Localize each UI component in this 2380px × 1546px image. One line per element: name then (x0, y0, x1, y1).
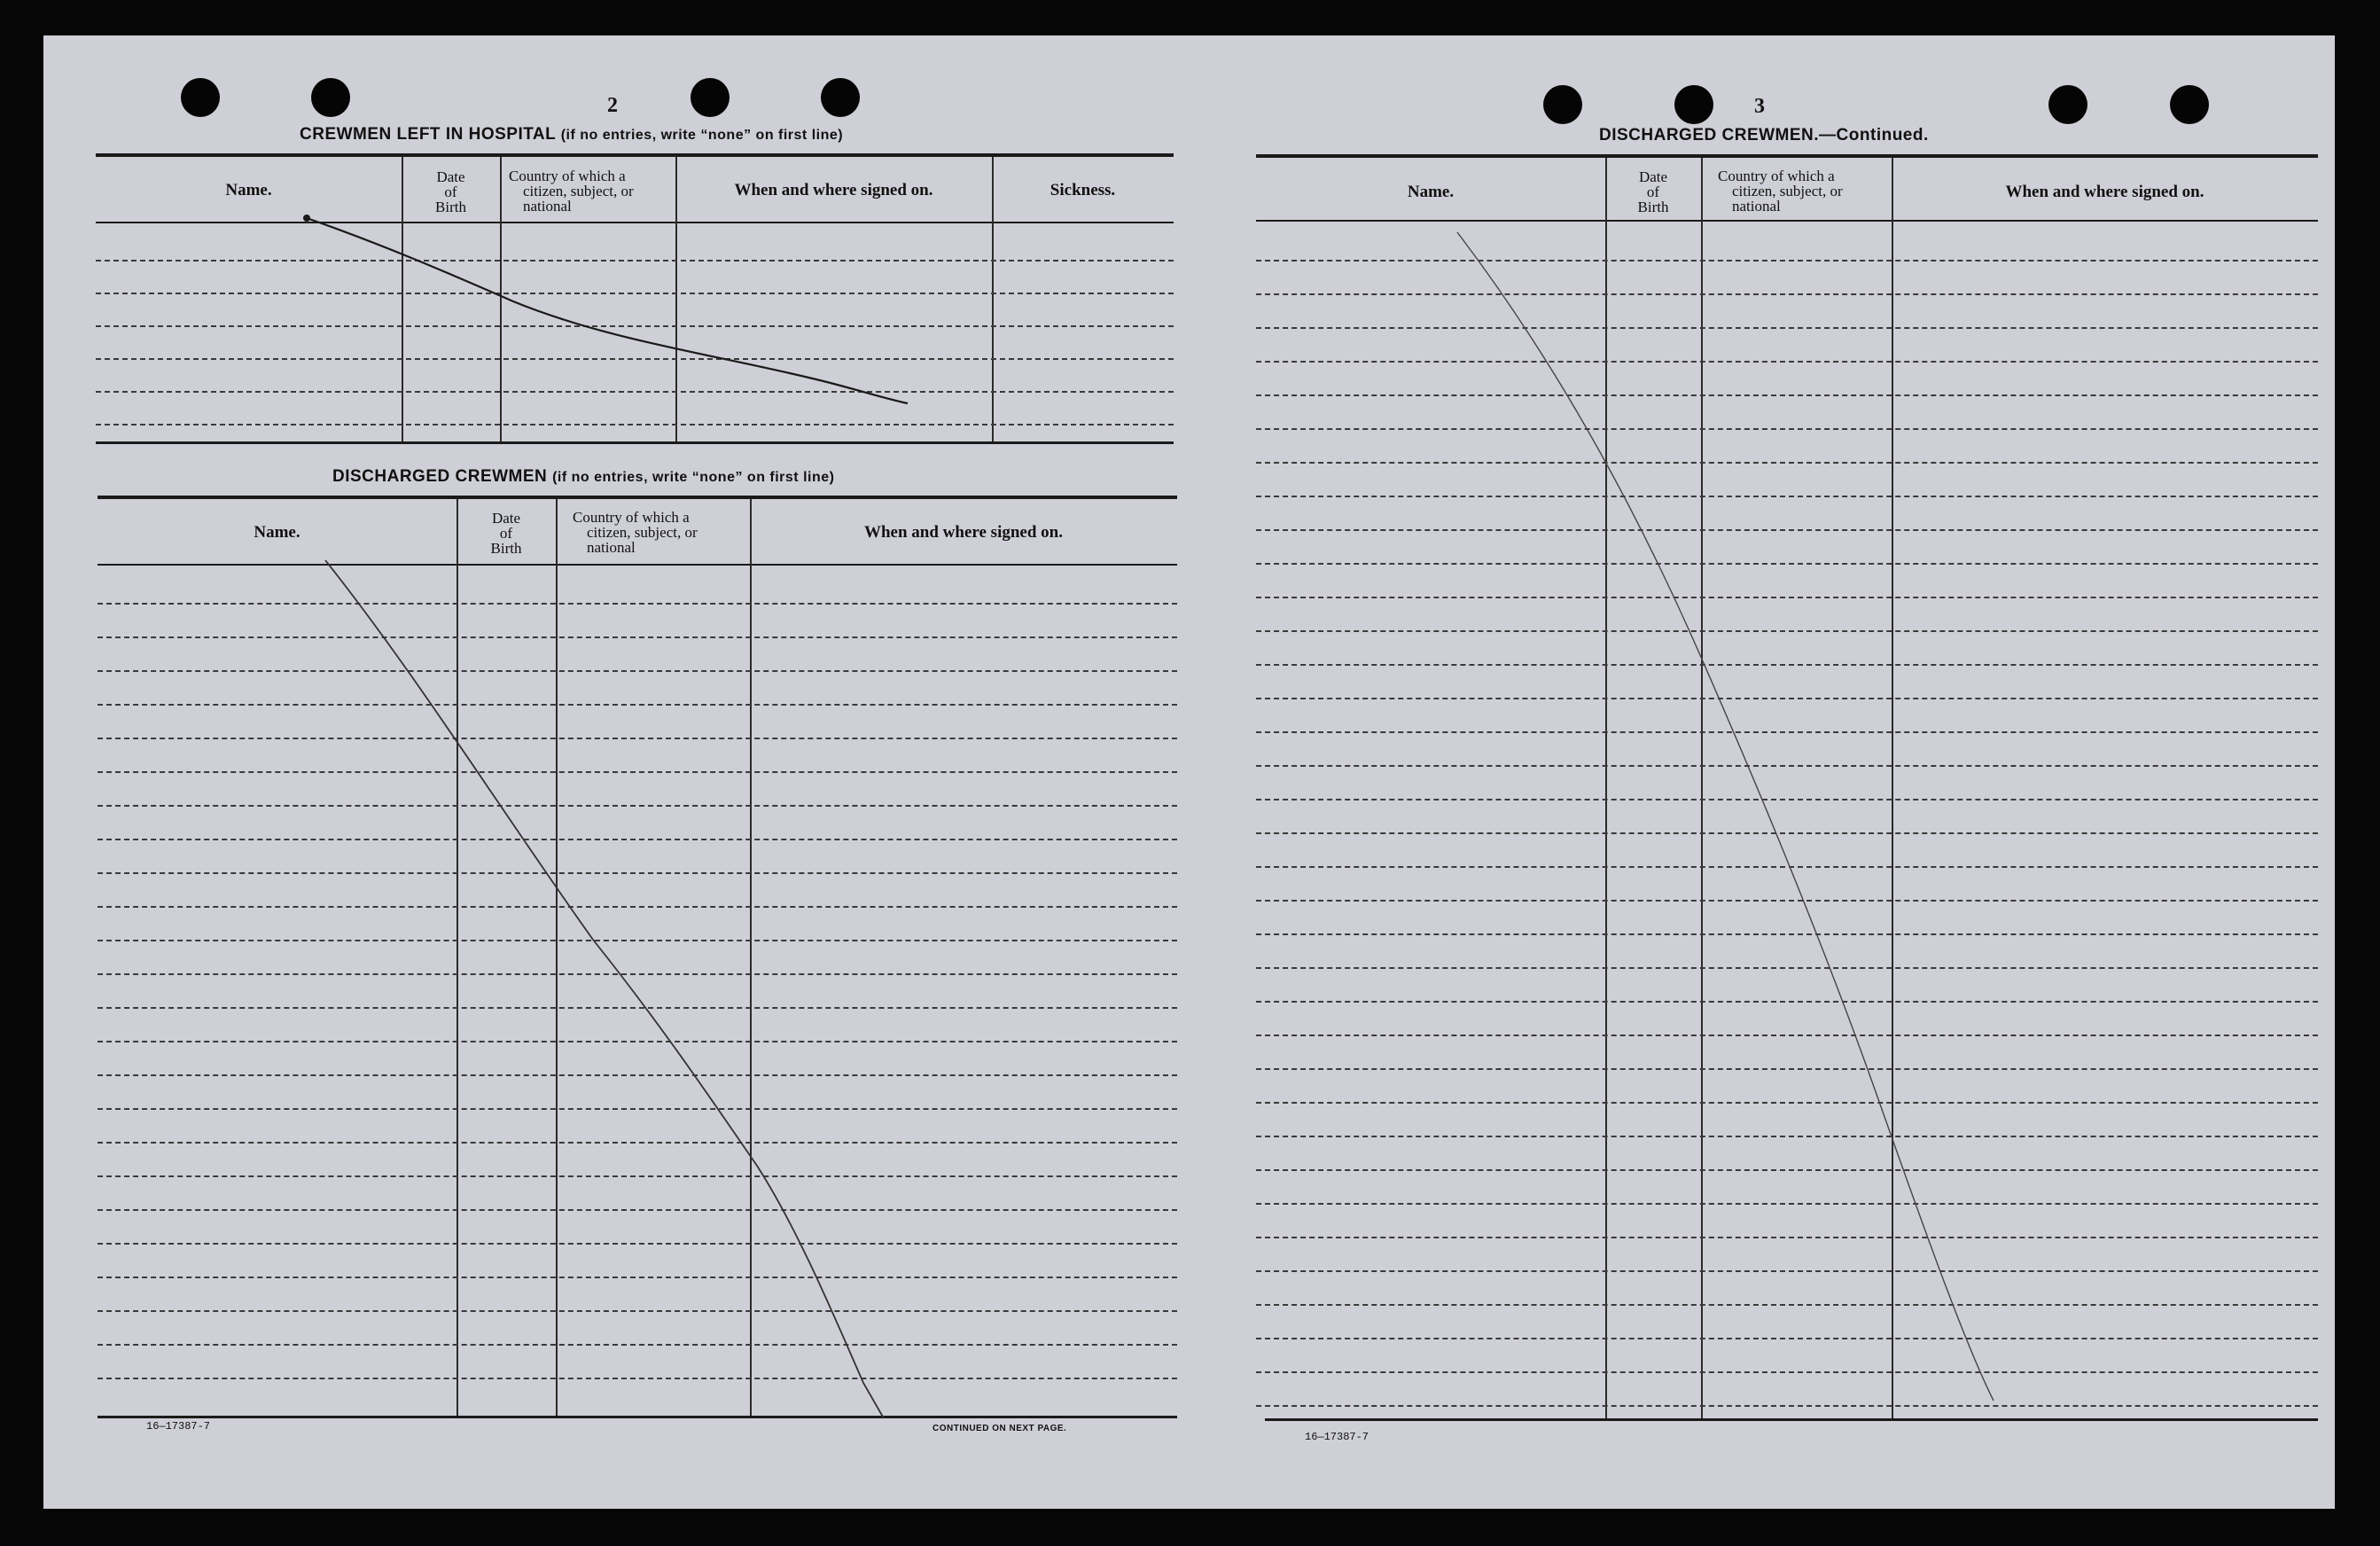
country-line: national (523, 198, 572, 215)
country-line: citizen, subject, or (523, 183, 634, 199)
country-line: citizen, subject, or (587, 524, 698, 541)
hospital-strike-dot (303, 215, 310, 222)
discharged-col-name: Name. (254, 523, 300, 542)
right-form-code: 16—17387-7 (1305, 1431, 1369, 1443)
left-form-code: 16—17387-7 (146, 1420, 211, 1433)
right-page-number: 3 (1754, 95, 1765, 118)
dob-line: Date (491, 510, 521, 527)
left-page-number: 2 (607, 94, 618, 117)
discharged-col-signed-on: When and where signed on. (863, 523, 1063, 542)
dob-line: Date (1638, 168, 1668, 185)
scanned-form (43, 35, 2335, 1509)
continued-note: CONTINUED ON NEXT PAGE. (932, 1424, 1067, 1433)
hospital-title-note: (if no entries, write “none” on first line) (560, 128, 844, 143)
discharged-strike-line (325, 560, 884, 1418)
country-line: citizen, subject, or (1732, 183, 1843, 199)
dob-line: Birth (1637, 199, 1669, 215)
country-line: Country of which a (573, 509, 690, 526)
dob-line: Birth (490, 540, 522, 557)
country-line: national (1732, 198, 1781, 215)
right-discharged-title: DISCHARGED CREWMEN.—Continued. (1599, 126, 1929, 144)
dob-line: Date (436, 168, 465, 185)
right-col-signed-on: When and where signed on. (2005, 183, 2204, 201)
country-line: Country of which a (1718, 168, 1835, 184)
dob-line: of (444, 183, 457, 200)
dob-line: of (499, 525, 513, 542)
discharged-title-text: DISCHARGED CREWMEN (332, 467, 548, 486)
hospital-col-name: Name. (225, 181, 272, 199)
right-col-name: Name. (1407, 183, 1455, 201)
hospital-col-sickness: Sickness. (1050, 181, 1116, 199)
dob-line: of (1646, 183, 1660, 200)
hospital-strike-line (307, 218, 908, 403)
dob-line: Birth (435, 199, 466, 215)
country-line: Country of which a (509, 168, 626, 184)
hospital-title-text: CREWMEN LEFT IN HOSPITAL (300, 125, 556, 144)
country-line: national (587, 539, 636, 556)
pen-strike-marks (43, 35, 2335, 1509)
hospital-col-signed-on: When and where signed on. (734, 181, 933, 199)
discharged-title-note: (if no entries, write “none” on first line) (552, 470, 835, 485)
right-strike-line (1457, 232, 1994, 1401)
